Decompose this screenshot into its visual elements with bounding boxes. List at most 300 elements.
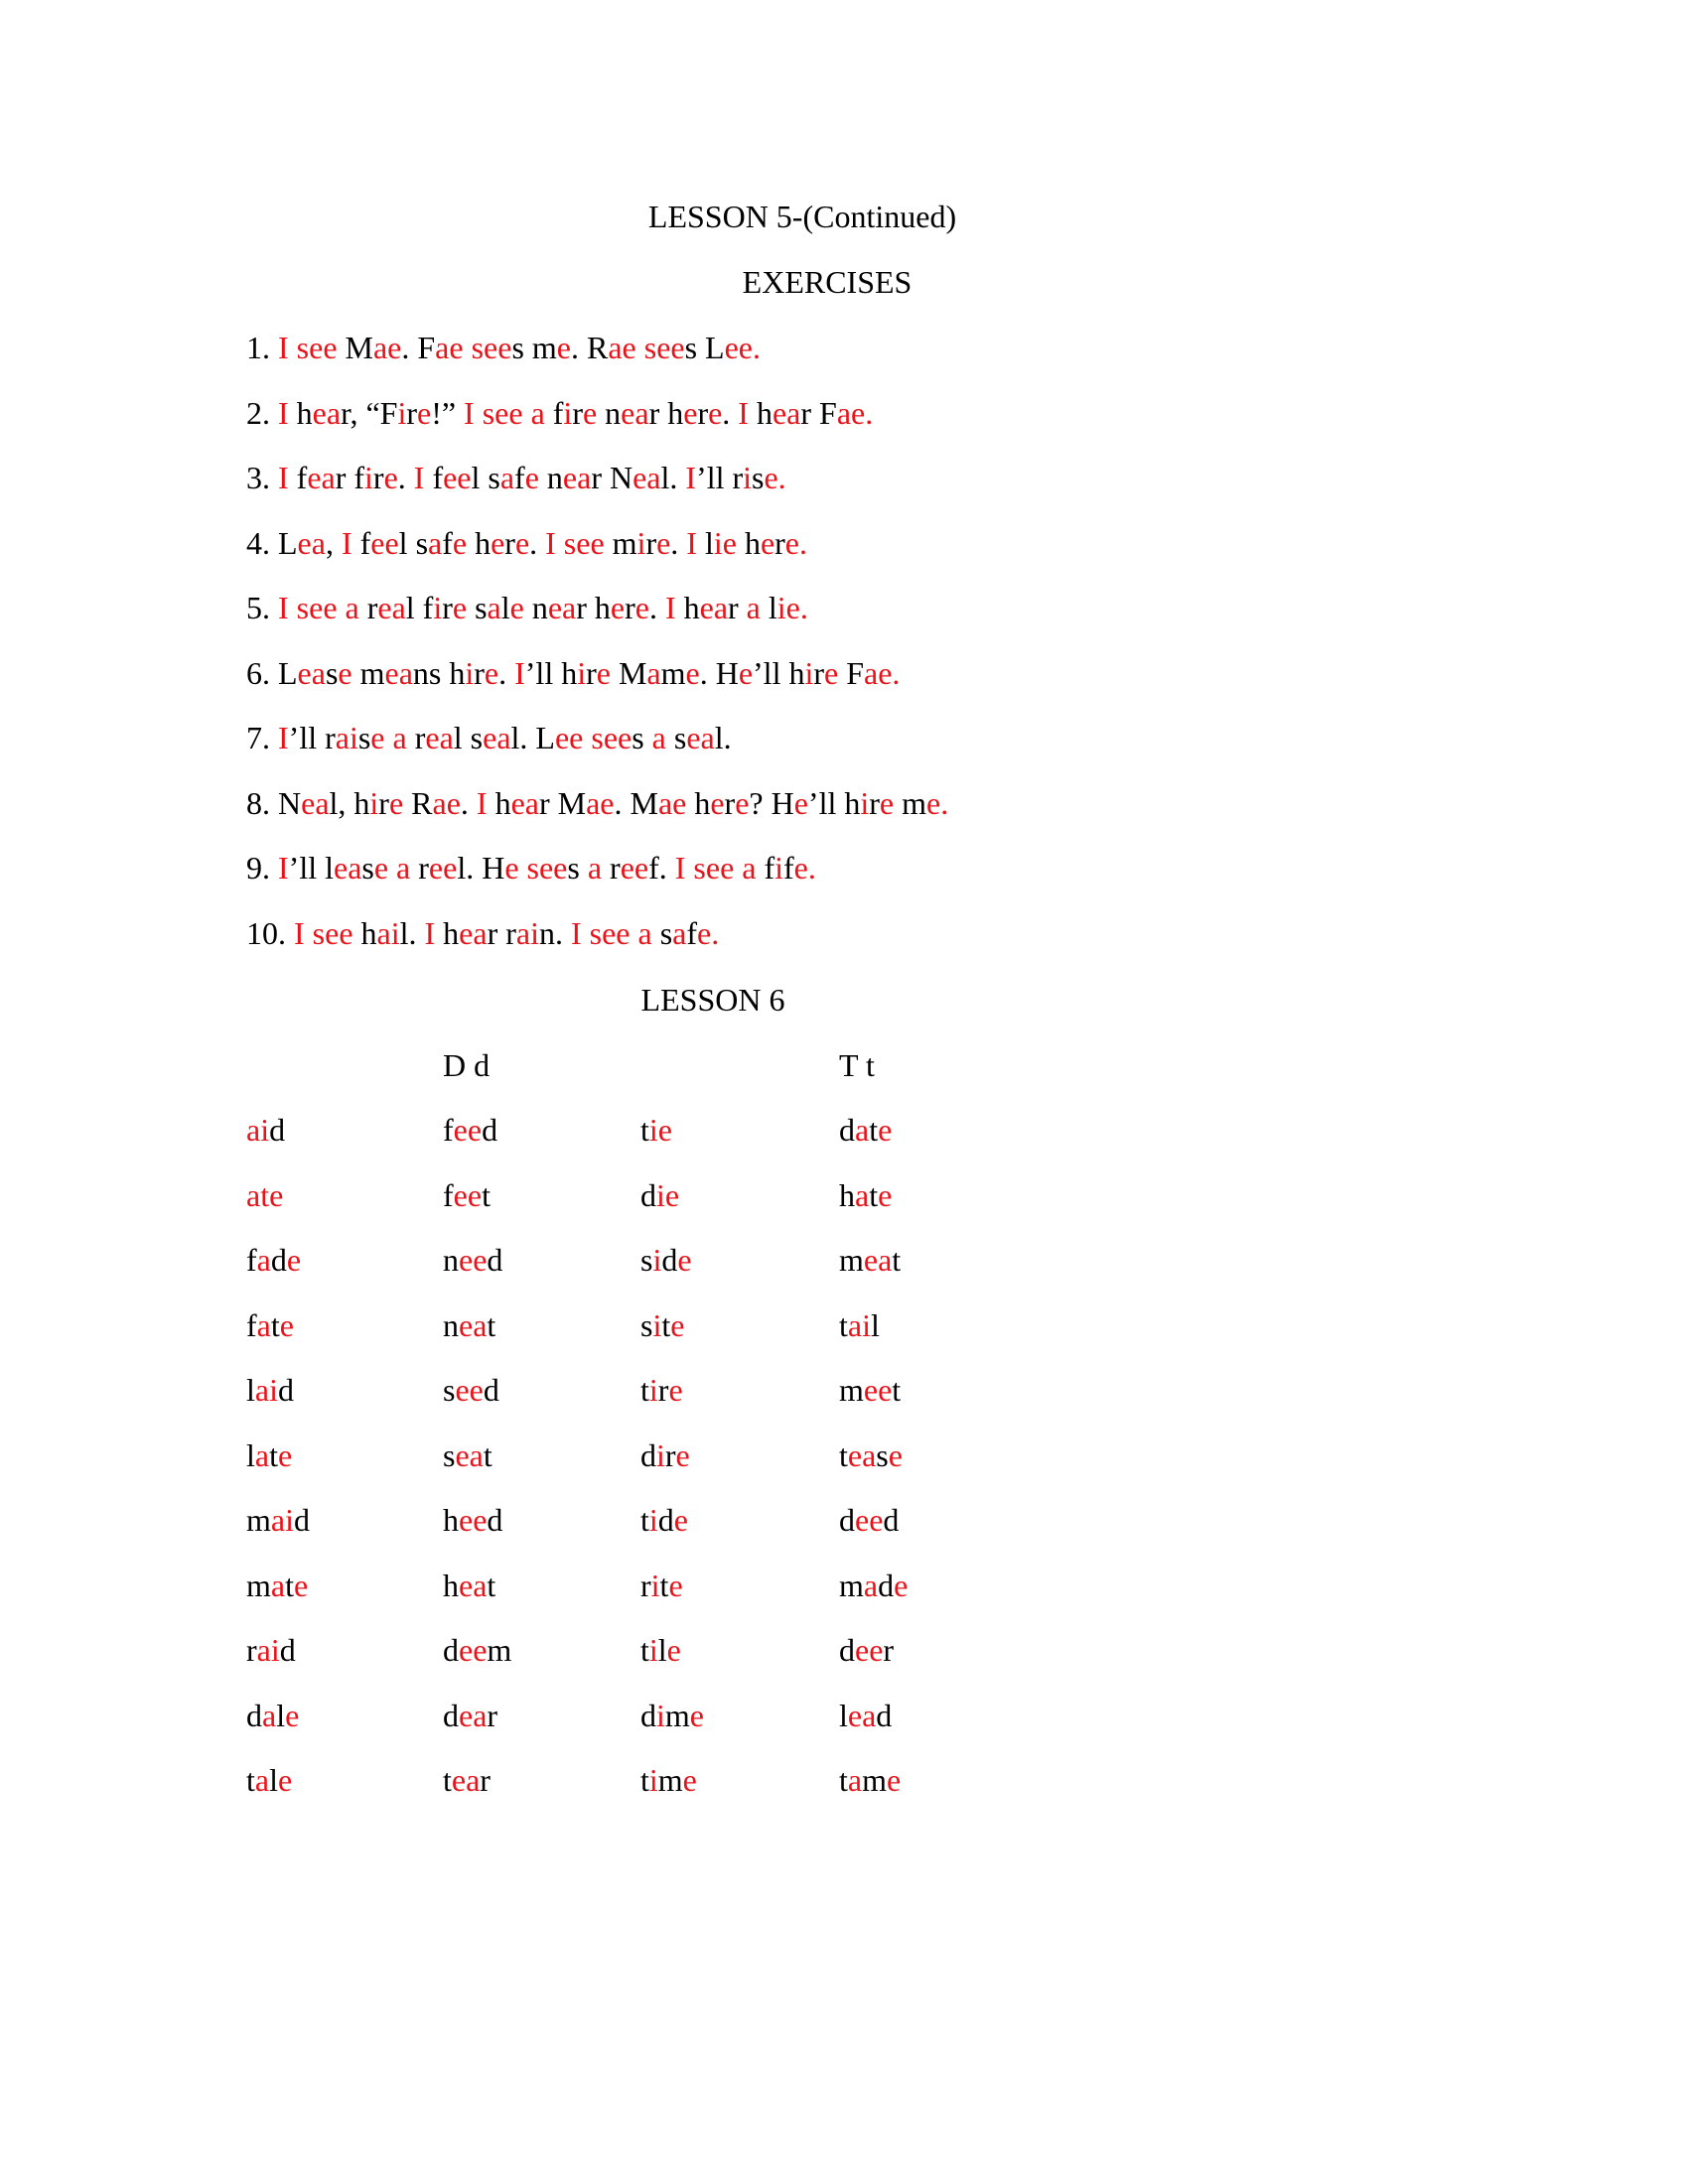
text-segment: s <box>443 1436 456 1473</box>
text-segment: l <box>269 1762 278 1798</box>
highlighted-letters: . <box>807 850 816 886</box>
text-segment: m <box>604 524 637 561</box>
highlighted-letters: e <box>338 654 352 691</box>
text-segment <box>338 590 346 625</box>
word-item <box>246 1305 294 1345</box>
text-segment: d <box>279 1632 296 1668</box>
highlighted-letters: a <box>855 1176 870 1213</box>
text-segment: r, “F <box>341 394 398 431</box>
highlighted-letters: a <box>863 1567 879 1603</box>
word-item <box>640 1435 690 1475</box>
lesson-5-heading: LESSON 5-(Continued) <box>647 199 957 234</box>
text-segment: r h <box>576 590 611 625</box>
text-segment: r f <box>335 460 365 495</box>
text-segment: r <box>602 850 621 886</box>
text-segment: h <box>288 394 313 431</box>
highlighted-letters: I <box>341 524 352 561</box>
highlighted-letters: e <box>879 784 895 821</box>
highlighted-letters: ie <box>656 1176 680 1213</box>
text-segment: l <box>246 1436 255 1473</box>
text-segment: t <box>661 1306 671 1343</box>
text-segment: r <box>474 654 485 691</box>
word-item <box>443 1370 499 1410</box>
text-segment: s <box>632 720 652 755</box>
word-item <box>443 1500 502 1540</box>
text-segment: d <box>246 1697 262 1733</box>
highlighted-letters: ea <box>847 1697 877 1733</box>
exercise-line <box>246 523 807 563</box>
text-segment: ’ll h <box>807 784 861 821</box>
text-segment: s <box>752 460 765 495</box>
highlighted-letters: e <box>277 1762 293 1798</box>
text-segment <box>464 330 472 365</box>
highlighted-letters: I <box>278 330 289 365</box>
exercise-line <box>246 653 900 693</box>
highlighted-letters: e <box>596 654 611 691</box>
highlighted-letters: e <box>634 590 649 625</box>
word-item <box>640 1175 679 1215</box>
highlighted-letters: e <box>697 914 712 951</box>
exercise-line <box>246 913 719 953</box>
highlighted-letters: ea <box>451 1762 481 1798</box>
text-segment: r <box>813 654 824 691</box>
highlighted-letters: ea <box>686 720 715 755</box>
highlighted-letters: e <box>878 1176 893 1213</box>
text-segment: f <box>352 524 371 561</box>
word-item <box>640 1696 704 1735</box>
highlighted-letters: see <box>296 590 338 625</box>
highlighted-letters: ae <box>836 394 866 431</box>
text-segment: M <box>337 330 373 365</box>
text-segment: m <box>246 1502 271 1538</box>
text-segment: ’ll r <box>696 460 744 495</box>
highlighted-letters: e <box>484 654 499 691</box>
text-segment: . F <box>401 330 436 365</box>
highlighted-letters: e <box>677 1242 692 1278</box>
highlighted-letters: ea <box>297 524 326 561</box>
highlighted-letters: e <box>491 524 505 561</box>
highlighted-letters: I <box>278 720 289 755</box>
highlighted-letters: e <box>582 394 598 431</box>
text-segment: s <box>361 850 374 886</box>
text-segment: r <box>724 784 736 821</box>
word-item <box>839 1630 894 1670</box>
text-segment: r F <box>800 394 837 431</box>
text-segment: t <box>483 1436 492 1473</box>
text-segment: 7. <box>246 720 278 755</box>
text-segment: d <box>482 1112 498 1148</box>
highlighted-letters: i <box>656 1436 665 1473</box>
text-segment: s <box>665 720 687 755</box>
text-segment: s <box>567 850 588 886</box>
word-item <box>246 1240 301 1280</box>
text-segment: t <box>640 1372 649 1408</box>
text-segment: h <box>748 394 773 431</box>
text-segment: r r <box>487 914 516 951</box>
highlighted-letters: a <box>742 850 757 886</box>
highlighted-letters: e <box>673 1502 688 1538</box>
highlighted-letters: see <box>591 720 633 755</box>
highlighted-letters: . <box>892 654 901 691</box>
text-segment: . <box>529 524 546 561</box>
highlighted-letters: I <box>424 914 436 951</box>
highlighted-letters: i <box>648 1502 658 1538</box>
text-segment: t <box>839 1306 848 1343</box>
text-segment: h <box>839 1176 855 1213</box>
highlighted-letters: I <box>278 460 289 495</box>
text-segment: f <box>424 460 444 495</box>
highlighted-letters: i <box>652 1242 662 1278</box>
highlighted-letters: i <box>656 1697 665 1733</box>
text-segment: d <box>839 1112 855 1148</box>
highlighted-letters: see <box>643 330 685 365</box>
text-segment <box>289 330 297 365</box>
word-item <box>640 1760 697 1800</box>
text-segment: f <box>288 460 308 495</box>
highlighted-letters: a <box>270 1567 286 1603</box>
word-item <box>443 1630 511 1670</box>
word-item <box>839 1240 901 1280</box>
text-segment: t <box>246 1762 255 1798</box>
highlighted-letters: . <box>799 590 808 625</box>
text-segment: r <box>504 524 515 561</box>
text-segment: t <box>487 1567 496 1603</box>
highlighted-letters: e <box>926 784 941 821</box>
highlighted-letters: I <box>278 394 289 431</box>
text-segment: t <box>839 1436 848 1473</box>
highlighted-letters: e <box>285 1697 300 1733</box>
highlighted-letters: e <box>504 850 519 886</box>
text-segment: r <box>406 720 426 755</box>
highlighted-letters: e <box>416 394 432 431</box>
text-segment: . <box>722 394 739 431</box>
highlighted-letters: e <box>449 330 464 365</box>
highlighted-letters: ea <box>510 784 539 821</box>
text-segment: r <box>358 590 378 625</box>
highlighted-letters: e <box>683 394 698 431</box>
highlighted-letters: e <box>668 1372 683 1408</box>
text-segment: l s <box>453 720 484 755</box>
text-segment: d <box>293 1502 310 1538</box>
highlighted-letters: a <box>637 914 652 951</box>
highlighted-letters: ee <box>453 1112 483 1148</box>
highlighted-letters: ea <box>847 1436 877 1473</box>
highlighted-letters: I <box>570 914 582 951</box>
text-segment: d <box>487 1242 503 1278</box>
text-segment: s <box>876 1436 889 1473</box>
text-segment: . M <box>614 784 658 821</box>
highlighted-letters: a <box>396 850 411 886</box>
highlighted-letters: I <box>278 850 289 886</box>
text-segment: h <box>443 1502 459 1538</box>
highlighted-letters: ea <box>459 1567 488 1603</box>
highlighted-letters: see <box>693 850 735 886</box>
text-segment: r M <box>538 784 587 821</box>
highlighted-letters: see <box>563 524 605 561</box>
text-segment <box>556 525 564 561</box>
highlighted-letters: a <box>587 850 603 886</box>
highlighted-letters: e <box>738 654 754 691</box>
text-segment: d <box>269 1112 286 1148</box>
lesson-6-heading: LESSON 6 <box>640 982 785 1018</box>
highlighted-letters: e <box>886 1762 902 1798</box>
word-item <box>839 1500 899 1540</box>
word-item <box>443 1305 495 1345</box>
highlighted-letters: e <box>675 1436 690 1473</box>
text-segment: ? H <box>749 784 794 821</box>
text-segment: n <box>538 460 563 495</box>
text-segment: t <box>482 1176 491 1213</box>
text-segment: f <box>443 1176 454 1213</box>
word-item <box>839 1760 901 1800</box>
text-segment: l f <box>405 590 434 625</box>
word-item <box>443 1566 495 1605</box>
text-segment: h <box>352 914 377 951</box>
highlighted-letters: . <box>865 394 874 431</box>
text-segment: s <box>640 1242 653 1278</box>
text-segment: l. L <box>510 720 555 755</box>
highlighted-letters: e <box>784 524 799 561</box>
highlighted-letters: ie <box>713 524 737 561</box>
word-item <box>246 1110 285 1150</box>
text-segment: l <box>839 1697 848 1733</box>
text-segment: l. <box>660 460 686 495</box>
text-segment: r <box>487 1697 498 1733</box>
text-segment: ’ll l <box>288 850 334 886</box>
highlighted-letters: ae <box>864 654 893 691</box>
text-segment: r <box>625 590 635 625</box>
highlighted-letters: ea <box>425 720 454 755</box>
text-segment: t <box>869 1176 879 1213</box>
word-item <box>246 1630 296 1670</box>
highlighted-letters: a <box>746 590 761 625</box>
highlighted-letters: I <box>686 524 697 561</box>
text-segment: ’ll r <box>288 720 336 755</box>
text-segment: m <box>839 1242 864 1278</box>
word-item <box>839 1696 892 1735</box>
text-segment: n. <box>538 914 571 951</box>
text-segment: r <box>728 590 747 625</box>
highlighted-letters: i <box>648 1372 658 1408</box>
text-segment: l <box>870 1306 880 1343</box>
highlighted-letters: ea <box>459 1306 488 1343</box>
highlighted-letters: e <box>682 1762 697 1798</box>
highlighted-letters: i <box>364 460 373 495</box>
text-segment: d <box>640 1176 656 1213</box>
highlighted-letters: a <box>392 720 407 755</box>
highlighted-letters: . <box>711 914 720 951</box>
highlighted-letters: e <box>370 720 385 755</box>
text-segment: s L <box>684 330 725 365</box>
highlighted-letters: e <box>524 460 539 495</box>
text-segment: t <box>640 1762 649 1798</box>
highlighted-letters: i <box>648 1632 658 1668</box>
text-segment <box>305 915 313 951</box>
text-segment: l <box>500 590 510 625</box>
highlighted-letters: ea <box>483 720 511 755</box>
highlighted-letters: i <box>397 394 407 431</box>
text-segment: l <box>657 1632 667 1668</box>
text-segment: 9. <box>246 850 278 886</box>
text-segment: . <box>397 460 414 495</box>
text-segment: m <box>657 1762 683 1798</box>
text-segment: m <box>487 1632 512 1668</box>
highlighted-letters: e <box>735 784 750 821</box>
text-segment: t <box>640 1632 649 1668</box>
text-segment: r <box>586 654 597 691</box>
highlighted-letters: e <box>666 1632 681 1668</box>
highlighted-letters: ea <box>384 654 413 691</box>
text-segment: . <box>460 784 477 821</box>
text-segment: d <box>878 1567 895 1603</box>
text-segment: s <box>325 654 339 691</box>
highlighted-letters: I <box>464 394 475 431</box>
highlighted-letters: e <box>689 1697 704 1733</box>
text-segment: t <box>839 1762 848 1798</box>
text-segment: t <box>869 1112 879 1148</box>
text-segment: t <box>659 1567 669 1603</box>
highlighted-letters: e <box>286 1242 302 1278</box>
text-segment: f <box>756 850 775 886</box>
word-item <box>443 1175 491 1215</box>
word-item <box>443 1240 502 1280</box>
highlighted-letters: e <box>610 590 626 625</box>
highlighted-letters: ee <box>855 1632 884 1668</box>
highlighted-letters: ea <box>297 654 326 691</box>
word-item <box>839 1435 903 1475</box>
highlighted-letters: ee <box>554 720 584 755</box>
text-segment: f <box>442 524 453 561</box>
highlighted-letters: I <box>413 460 425 495</box>
highlighted-letters: ea <box>547 590 577 625</box>
text-segment <box>385 720 393 755</box>
text-segment: t <box>892 1372 902 1408</box>
text-segment: t <box>270 1306 280 1343</box>
text-segment: , <box>325 524 342 561</box>
text-segment: d <box>483 1372 499 1408</box>
text-segment: . H <box>699 654 739 691</box>
highlighted-letters: e <box>708 394 723 431</box>
highlighted-letters: ai <box>254 1372 278 1408</box>
text-segment: s <box>640 1306 653 1343</box>
highlighted-letters: e <box>387 330 402 365</box>
highlighted-letters: i <box>563 394 573 431</box>
highlighted-letters: i <box>636 524 646 561</box>
text-segment: l <box>246 1372 255 1408</box>
text-segment: l s <box>398 524 429 561</box>
highlighted-letters: e <box>670 1306 685 1343</box>
text-segment: . <box>648 590 665 625</box>
text-segment: 4. L <box>246 524 298 561</box>
text-segment: r <box>697 394 709 431</box>
highlighted-letters: ee <box>455 1372 484 1408</box>
text-segment: r <box>480 1762 491 1798</box>
word-item <box>246 1435 292 1475</box>
text-segment: h <box>467 524 492 561</box>
word-item <box>443 1110 497 1150</box>
word-item <box>443 1760 491 1800</box>
highlighted-letters: ee <box>459 1632 488 1668</box>
text-segment: r <box>883 1632 895 1668</box>
exercise-line <box>246 393 873 433</box>
highlighted-letters: i <box>577 654 587 691</box>
highlighted-letters: i <box>433 590 443 625</box>
highlighted-letters: ae <box>586 784 615 821</box>
text-segment <box>475 395 483 431</box>
text-segment: r <box>572 394 583 431</box>
text-segment: m <box>839 1567 864 1603</box>
highlighted-letters: I <box>738 394 749 431</box>
highlighted-letters: a <box>435 330 450 365</box>
word-item <box>640 1630 681 1670</box>
highlighted-letters: ea <box>455 1436 484 1473</box>
text-segment: M <box>610 654 647 691</box>
exercise-line <box>246 718 732 757</box>
highlighted-letters: e <box>656 524 671 561</box>
highlighted-letters: i <box>774 850 784 886</box>
highlighted-letters: e <box>373 850 389 886</box>
text-segment: h <box>686 784 711 821</box>
highlighted-letters: a <box>256 1242 271 1278</box>
highlighted-letters: see <box>296 330 338 365</box>
word-item <box>640 1305 684 1345</box>
highlighted-letters: ea <box>312 394 342 431</box>
text-segment: d <box>839 1502 855 1538</box>
highlighted-letters: e <box>710 784 725 821</box>
highlighted-letters: a <box>345 590 359 625</box>
highlighted-letters: a <box>530 394 545 431</box>
text-segment: h <box>487 784 511 821</box>
text-segment: d <box>443 1632 459 1668</box>
highlighted-letters: i <box>743 460 753 495</box>
text-segment: d <box>657 1502 674 1538</box>
text-segment: n <box>523 590 548 625</box>
text-segment: l. <box>399 914 425 951</box>
text-segment: l <box>696 524 714 561</box>
highlighted-letters: a <box>372 330 388 365</box>
highlighted-letters: e <box>793 784 808 821</box>
highlighted-letters: I <box>294 914 305 951</box>
highlighted-letters: ea <box>863 1242 893 1278</box>
highlighted-letters: a <box>262 1697 277 1733</box>
highlighted-letters: e <box>514 524 530 561</box>
highlighted-letters: a <box>646 654 661 691</box>
highlighted-letters: I <box>664 590 676 625</box>
text-segment <box>636 330 644 365</box>
text-segment: h <box>736 524 761 561</box>
highlighted-letters: see <box>526 850 568 886</box>
word-item <box>640 1566 683 1605</box>
highlighted-letters: e <box>888 1436 903 1473</box>
text-segment: s <box>443 1372 456 1408</box>
highlighted-letters: i <box>650 1567 660 1603</box>
text-segment: d <box>876 1697 893 1733</box>
highlighted-letters: I <box>476 784 488 821</box>
highlighted-letters: ea <box>333 850 362 886</box>
exercise-line <box>246 848 816 887</box>
text-segment: 2. <box>246 394 278 431</box>
highlighted-letters: e <box>556 330 571 365</box>
text-segment: r <box>640 1567 651 1603</box>
text-segment: m <box>664 1697 690 1733</box>
text-segment: 10. <box>246 914 294 951</box>
highlighted-letters: ee <box>724 330 753 365</box>
highlighted-letters: e <box>509 590 524 625</box>
highlighted-letters: ai <box>270 1502 294 1538</box>
highlighted-letters: e <box>878 1112 893 1148</box>
text-segment: f <box>544 394 564 431</box>
word-item <box>246 1760 292 1800</box>
